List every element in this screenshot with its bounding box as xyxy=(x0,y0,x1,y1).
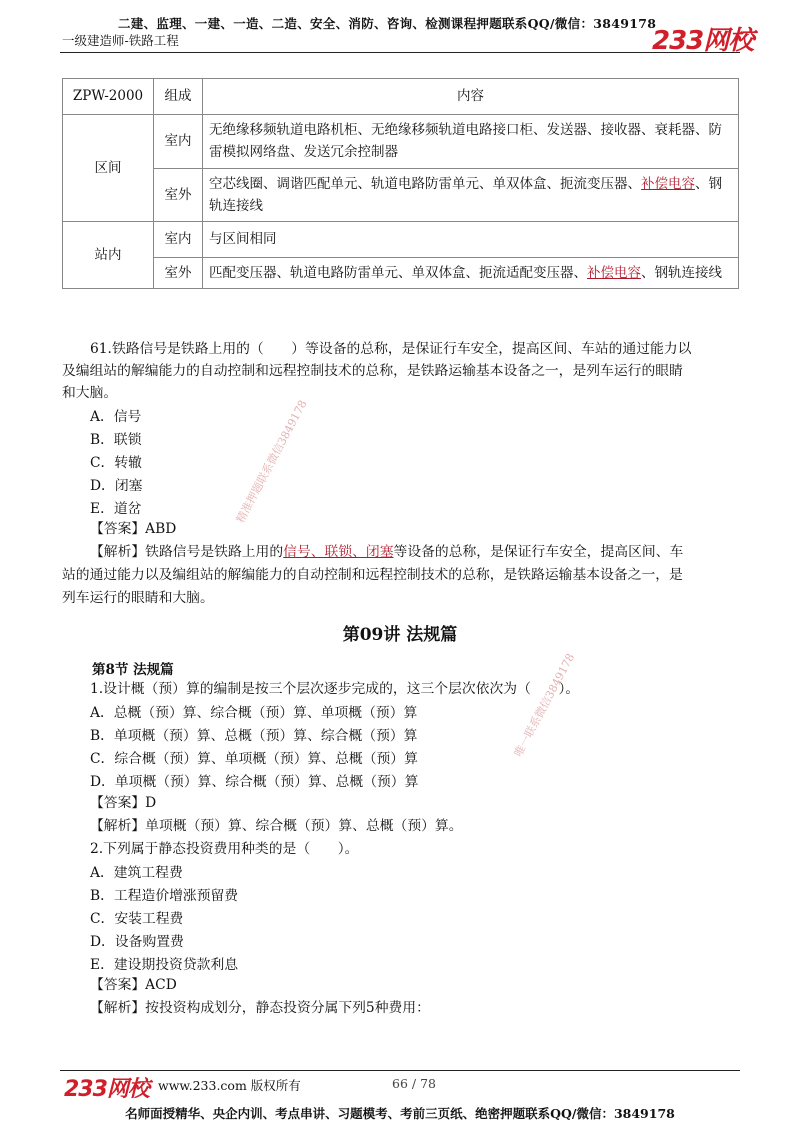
q61-stem-line3: 和大脑。 xyxy=(62,385,118,401)
q1-stem: 1.设计概（预）算的编制是按三个层次逐步完成的，这三个层次依次为（ ）。 xyxy=(90,681,580,697)
q61-analysis-line3: 列车运行的眼睛和大脑。 xyxy=(62,590,214,606)
q2-option: A．建筑工程费 xyxy=(90,865,183,881)
row-content: 与区间相同 xyxy=(203,222,739,258)
q2-option: B．工程造价增涨预留费 xyxy=(90,888,239,904)
analysis-highlight: 信号、联锁、闭塞 xyxy=(283,544,394,560)
q2-analysis: 【解析】按投资构成划分，静态投资分属下列5种费用： xyxy=(90,1000,430,1016)
watermark: 唯一联系微信3849178 xyxy=(511,651,578,760)
section-name: 站内 xyxy=(63,222,154,289)
q61-option: B．联锁 xyxy=(90,432,142,448)
q1-answer: 【答案】D xyxy=(90,795,157,811)
watermark: 精准押题联系微信3849178 xyxy=(233,397,310,526)
q61-analysis-line2: 站的通过能力以及编组站的解编能力的自动控制和远程控制技术的总称，是铁路运输基本设备之一，是 xyxy=(62,567,683,583)
header-promo: 二建、监理、一建、一造、二造、安全、消防、咨询、检测课程押题联系QQ/微信：3849178 xyxy=(118,16,657,31)
table-row xyxy=(63,258,739,289)
row-content xyxy=(203,168,739,222)
zpw2000-table xyxy=(62,78,739,289)
q61-option: D．闭塞 xyxy=(90,478,143,494)
q1-option: B．单项概（预）算、总概（预）算、综合概（预）算 xyxy=(90,728,418,744)
q2-answer: 【答案】ACD xyxy=(90,977,177,993)
q61-analysis-line1 xyxy=(90,541,683,564)
footer-site[interactable]: www.233.com 版权所有 xyxy=(158,1078,301,1093)
q61-option: A．信号 xyxy=(90,409,142,425)
q2-option: D．设备购置费 xyxy=(90,934,184,950)
content-text: 、钢轨连接线 xyxy=(209,175,722,214)
table-header-cell: 组成 xyxy=(154,79,203,115)
table-row xyxy=(63,168,739,222)
row-content xyxy=(203,258,739,289)
q61-answer: 【答案】ABD xyxy=(90,521,177,537)
lecture-title: 第09讲 法规篇 xyxy=(342,625,458,645)
header-divider xyxy=(60,52,740,53)
content-text: 、钢轨连接线 xyxy=(641,265,722,282)
q1-option: D．单项概（预）算、综合概（预）算、总概（预）算 xyxy=(90,774,419,790)
sub-name: 室内 xyxy=(154,115,203,169)
q1-option: A．总概（预）算、综合概（预）算、单项概（预）算 xyxy=(90,705,418,721)
section-name: 区间 xyxy=(63,115,154,222)
q2-option: E．建设期投资贷款利息 xyxy=(90,957,239,973)
page-number: 66 / 78 xyxy=(392,1076,436,1091)
footer-divider xyxy=(60,1070,740,1071)
q1-analysis: 【解析】单项概（预）算、综合概（预）算、总概（预）算。 xyxy=(90,818,463,834)
header-subject: 一级建造师-铁路工程 xyxy=(62,33,179,48)
q61-stem-line1: 61.铁路信号是铁路上用的（ ）等设备的总称，是保证行车安全，提高区间、车站的通过能力以 xyxy=(90,341,692,357)
section-title: 第8节 法规篇 xyxy=(92,662,174,678)
highlight-text: 补偿电容 xyxy=(587,265,641,282)
q61-option: C．转辙 xyxy=(90,455,142,471)
table-header-cell: ZPW-2000 xyxy=(63,79,154,115)
table-row xyxy=(63,115,739,169)
table-header-row xyxy=(63,79,739,115)
footer-promo: 名师面授精华、央企内训、考点串讲、习题模考、考前三页纸、绝密押题联系QQ/微信：3849178 xyxy=(125,1106,675,1121)
row-content: 无绝缘移频轨道电路机柜、无绝缘移频轨道电路接口柜、发送器、接收器、衰耗器、防雷模拟网络盘、发送冗余控制器 xyxy=(203,115,739,169)
q2-stem: 2.下列属于静态投资费用种类的是（ ）。 xyxy=(90,841,359,857)
q2-option: C．安装工程费 xyxy=(90,911,184,927)
table-header-cell: 内容 xyxy=(203,79,739,115)
footer-logo[interactable]: 233网校 xyxy=(64,1077,149,1102)
q61-stem-line2: 及编组站的解编能力的自动控制和远程控制技术的总称，是铁路运输基本设备之一，是列车运行的眼睛 xyxy=(62,363,683,379)
content-text: 匹配变压器、轨道电路防雷单元、单双体盒、扼流适配变压器、 xyxy=(209,265,587,282)
analysis-text: 【解析】铁路信号是铁路上用的 xyxy=(90,544,284,560)
highlight-text: 补偿电容 xyxy=(641,175,695,192)
table-row xyxy=(63,222,739,258)
analysis-text: 等设备的总称，是保证行车安全，提高区间、车 xyxy=(393,544,684,560)
brand-logo[interactable]: 233网校 xyxy=(652,26,754,56)
q1-option: C．综合概（预）算、单项概（预）算、总概（预）算 xyxy=(90,751,418,767)
sub-name: 室外 xyxy=(154,258,203,289)
sub-name: 室内 xyxy=(154,222,203,258)
q61-option: E．道岔 xyxy=(90,501,142,517)
content-text: 空芯线圈、调谐匹配单元、轨道电路防雷单元、单双体盒、扼流变压器、 xyxy=(209,175,641,192)
sub-name: 室外 xyxy=(154,168,203,222)
